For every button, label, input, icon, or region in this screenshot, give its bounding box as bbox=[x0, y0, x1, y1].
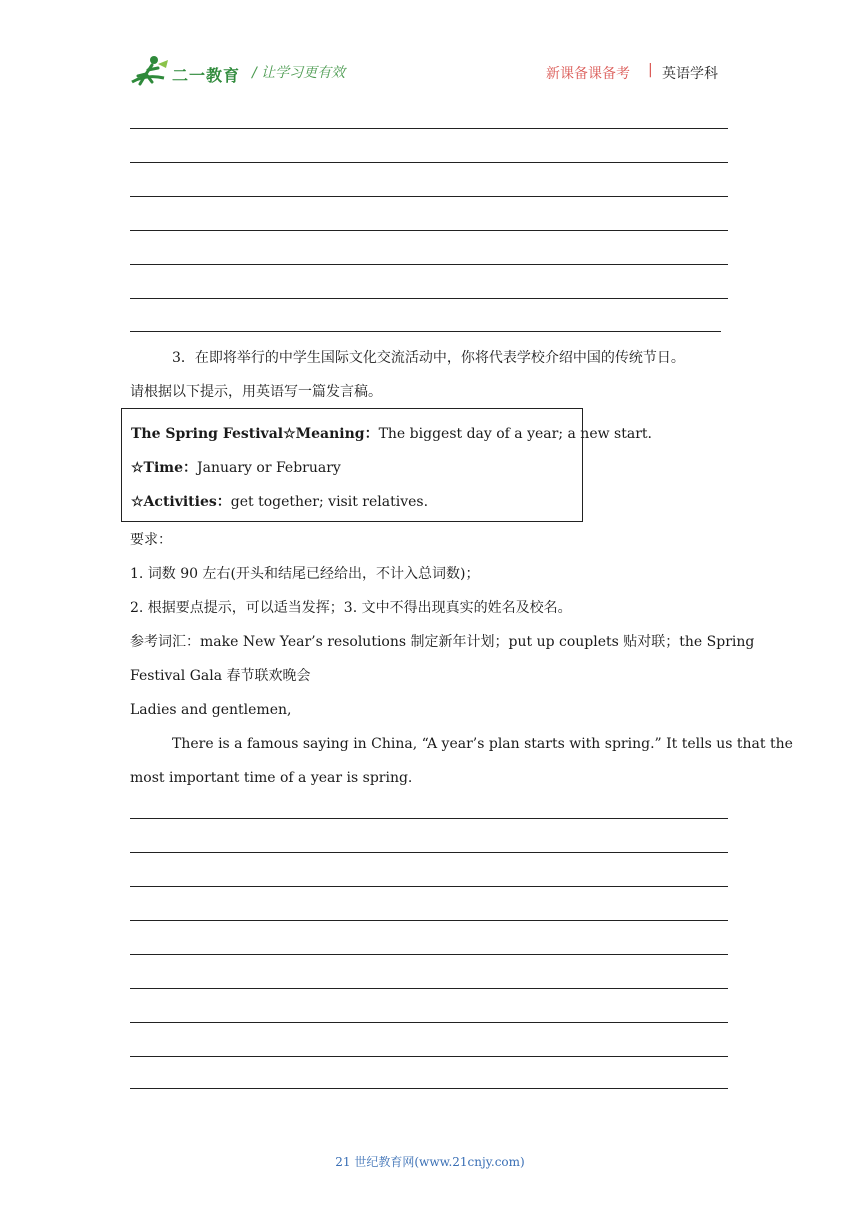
prompt-box bbox=[121, 408, 652, 522]
essay-greeting: Ladies and gentlemen, bbox=[130, 702, 292, 718]
answer-line bbox=[130, 852, 728, 853]
header-tag: 新课备课备考 bbox=[546, 66, 630, 82]
requirement-item-2: 2. 根据要点提示，可以适当发挥；3. 文中不得出现真实的姓名及校名。 bbox=[130, 600, 572, 616]
answer-line bbox=[130, 1056, 728, 1057]
header-slogan: / 让学习更有效 bbox=[252, 65, 346, 81]
answer-line bbox=[130, 886, 728, 887]
answer-line bbox=[130, 196, 728, 197]
logo-text: 二一教育 bbox=[172, 66, 241, 85]
answer-line bbox=[130, 331, 721, 332]
header-separator: | bbox=[648, 62, 653, 78]
answer-line bbox=[130, 230, 728, 231]
answer-line bbox=[130, 162, 728, 163]
prompt-time-text: January or February bbox=[197, 460, 341, 476]
essay-paragraph-line-2: most important time of a year is spring. bbox=[130, 770, 413, 786]
question-instruction: 请根据以下提示，用英语写一篇发言稿。 bbox=[130, 384, 382, 400]
answer-line bbox=[130, 128, 728, 129]
page-footer: 21 世纪教育网(www.21cnjy.com) bbox=[335, 1155, 525, 1169]
answer-line bbox=[130, 298, 728, 299]
prompt-activities-text: get together; visit relatives. bbox=[230, 494, 429, 510]
prompt-meaning-text: The biggest day of a year; a new start. bbox=[378, 426, 652, 442]
answer-line bbox=[130, 988, 728, 989]
prompt-activities bbox=[131, 491, 428, 511]
prompt-activities-label: ☆Activities： bbox=[131, 494, 231, 510]
requirements-heading: 要求： bbox=[130, 532, 172, 548]
answer-line bbox=[130, 1022, 728, 1023]
answer-line bbox=[130, 264, 728, 265]
prompt-meaning bbox=[131, 423, 652, 443]
vocabulary-line-1: 参考词汇：make New Year’s resolutions 制定新年计划；put up couplets 贴对联；the Spring bbox=[130, 634, 755, 650]
vocabulary-line-2: Festival Gala 春节联欢晚会 bbox=[130, 668, 311, 684]
prompt-meaning-label: The Spring Festival☆Meaning： bbox=[131, 426, 379, 442]
header-subject: 英语学科 bbox=[662, 66, 718, 82]
prompt-time bbox=[131, 457, 341, 477]
answer-line bbox=[130, 1088, 728, 1089]
page-header bbox=[0, 0, 860, 110]
requirement-item-1: 1. 词数 90 左右(开头和结尾已经给出，不计入总词数)； bbox=[130, 566, 480, 582]
answer-line bbox=[130, 818, 728, 819]
answer-line bbox=[130, 920, 728, 921]
essay-paragraph-line-1: There is a famous saying in China, “A year’s plan starts with spring.” It tells us that the bbox=[172, 736, 793, 752]
prompt-time-label: ☆Time： bbox=[131, 460, 198, 476]
question-number-line: 3．在即将举行的中学生国际文化交流活动中，你将代表学校介绍中国的传统节日。 bbox=[172, 350, 685, 366]
answer-line bbox=[130, 954, 728, 955]
